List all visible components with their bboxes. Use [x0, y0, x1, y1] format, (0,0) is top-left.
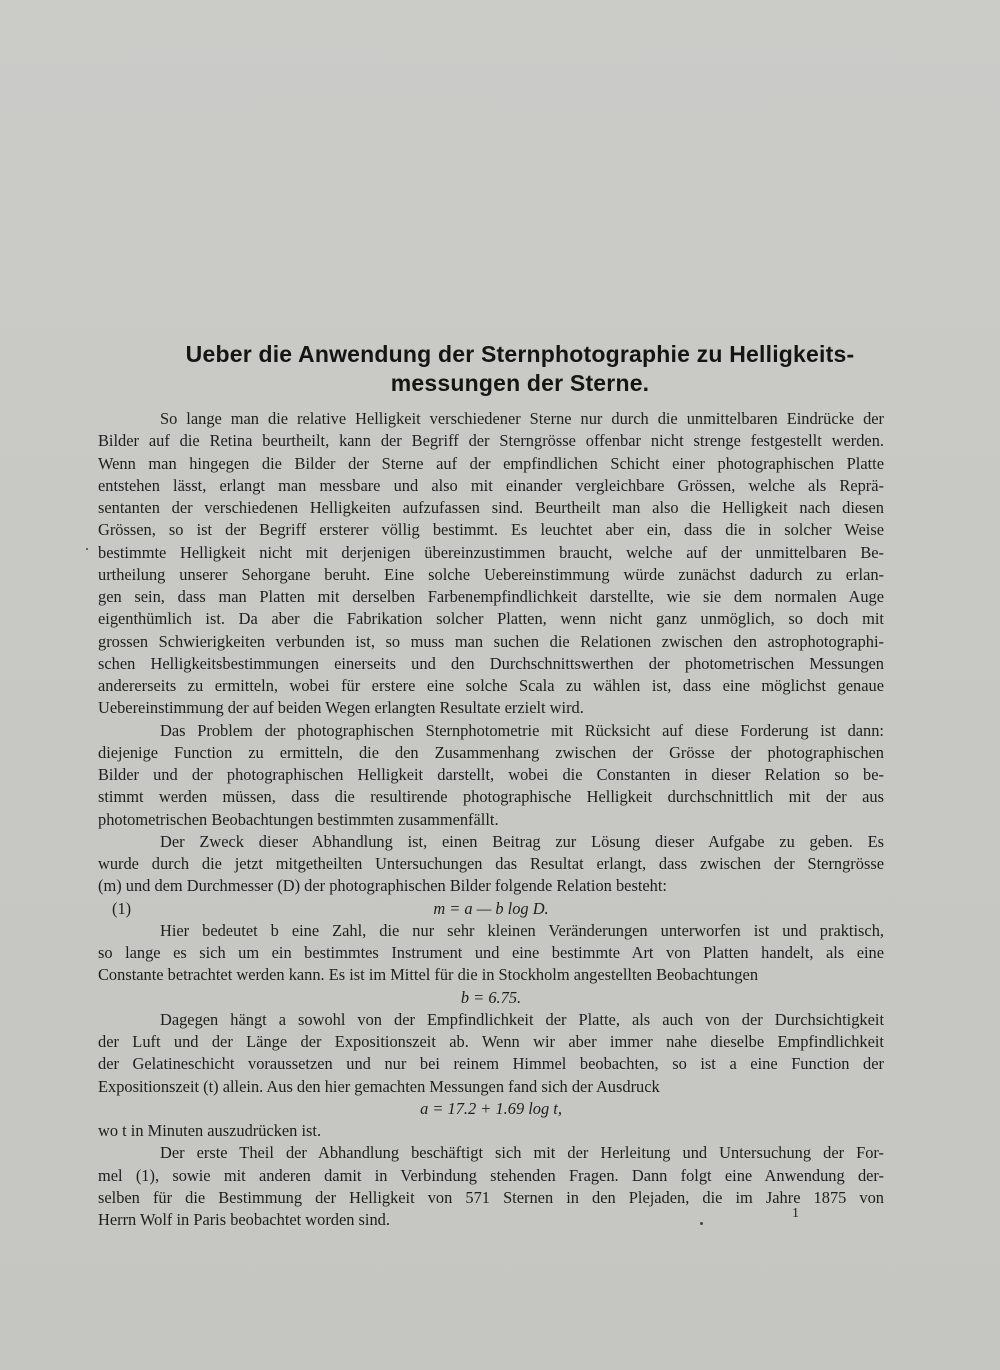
text-line: mel (1), sowie mit anderen damit in Verbindung stehenden Fragen. Dann folgt eine Anwendung der- [98, 1165, 884, 1185]
paragraph-a-dependence [98, 1009, 884, 1098]
text-line: eigenthümlich ist. Da aber die Fabrikation solcher Platten, wenn nicht ganz unmöglich, so doch mit [98, 609, 884, 629]
text-line: der Gelatineschicht voraussetzen und nur bei reinem Himmel beobachten, so ist a eine Function der [98, 1054, 884, 1074]
equation-2 [98, 987, 884, 1009]
equation-number: (1) [112, 898, 132, 918]
text-line: (m) und dem Durchmesser (D) der photographischen Bilder folgende Relation besteht: [98, 876, 667, 896]
equation-1 [98, 898, 884, 920]
text-line: photometrischen Beobachtungen bestimmten zusammenfällt. [98, 809, 499, 829]
paragraph-problem [98, 720, 884, 831]
text-line: sentanten der verschiedenen Helligkeiten aufzufassen sind. Beurtheilt man also die Helligkeit nach diesen [98, 498, 884, 517]
equation-text: b = 6.75. [460, 987, 522, 1007]
title-line-1: Ueber die Anwendung der Sternphotographie zu Helligkeits- [185, 341, 855, 367]
paragraph-a-dependence-end [98, 1120, 884, 1142]
text-line: so lange es sich um ein bestimmtes Instrument und eine bestimmte Art von Platten handelt, als eine [98, 943, 884, 962]
text-line: diejenige Function zu ermitteln, die den Zusammenhang zwischen der Grösse der photographischen [98, 742, 884, 762]
text-line: der Luft und der Länge der Expositionszeit ab. Wenn wir aber immer nahe dieselbe Empfindlichkeit [98, 1032, 884, 1051]
article-body [98, 408, 884, 1231]
text-line: andererseits zu ermitteln, wobei für erstere eine solche Scala zu wählen ist, dass eine möglichst genaue [98, 676, 884, 695]
text-line: urtheilung unserer Sehorgane beruht. Eine solche Uebereinstimmung würde zunächst dadurch zu erlan- [98, 564, 884, 584]
paragraph-intro [98, 408, 884, 720]
print-speck [700, 1222, 703, 1225]
text-line: gen sein, dass man Platten mit derselben Farbenempfindlichkeit darstellte, wie sie dem normalen Auge [98, 587, 884, 606]
text-line: So lange man die relative Helligkeit verschiedener Sterne nur durch die unmittelbaren Eindrücke der [160, 409, 884, 428]
text-line: Bilder auf die Retina beurtheilt, kann der Begriff der Sterngrösse offenbar nicht strenge festgestellt werden. [98, 431, 884, 451]
text-line: bestimmte Helligkeit nicht mit derjenigen übereinzustimmen braucht, welche auf der unmittelbaren Be- [98, 542, 884, 562]
equation-text: m = a — b log D. [433, 898, 549, 918]
text-line: wurde durch die jetzt mitgetheilten Untersuchungen das Resultat erlangt, dass zwischen der Sterngrösse [98, 854, 884, 873]
text-line: Expositionszeit (t) allein. Aus den hier gemachten Messungen fand sich der Ausdruck [98, 1076, 660, 1096]
text-line: Das Problem der photographischen Sternphotometrie mit Rücksicht auf diese Forderung ist dann: [160, 720, 884, 740]
paragraph-outline [98, 1142, 884, 1231]
paragraph-b-constant [98, 920, 884, 987]
text-line: Grössen, so ist der Begriff ersterer völlig bestimmt. Es leuchtet aber ein, dass die in solcher Weise [98, 520, 884, 540]
text-line: Wenn man hingegen die Bilder der Sterne auf der empfindlichen Schicht einer photographischen Platte [98, 453, 884, 473]
print-speck [86, 548, 88, 550]
text-line: grossen Schwierigkeiten verbunden ist, so muss man suchen die Relationen zwischen den astrophotographi- [98, 631, 884, 651]
text-line: Bilder und der photographischen Helligkeit darstellt, wobei die Constanten in dieser Relation so be- [98, 765, 884, 784]
text-line: Uebereinstimmung der auf beiden Wegen erlangten Resultate erzielt wird. [98, 698, 584, 718]
equation-text: a = 17.2 + 1.69 log t, [420, 1098, 562, 1118]
text-line: Dagegen hängt a sowohl von der Empfindlichkeit der Platte, als auch von der Durchsichtigkeit [160, 1009, 884, 1029]
page-number: 1 [792, 1206, 799, 1221]
article-title [100, 340, 940, 398]
paragraph-purpose [98, 831, 884, 898]
text-line: entstehen lässt, erlangt man messbare und also mit einander vergleichbare Grössen, welche als Reprä- [98, 475, 884, 495]
text-line: Der Zweck dieser Abhandlung ist, einen Beitrag zur Lösung dieser Aufgabe zu geben. Es [160, 831, 884, 851]
text-line: Hier bedeutet b eine Zahl, die nur sehr kleinen Veränderungen unterworfen ist und praktisch, [160, 920, 884, 940]
title-line-2: messungen der Sterne. [390, 370, 650, 396]
text-line: Der erste Theil der Abhandlung beschäftigt sich mit der Herleitung und Untersuchung der For- [160, 1143, 884, 1163]
text-line: stimmt werden müssen, dass die resultirende photographische Helligkeit durchschnittlich mit der aus [98, 787, 884, 807]
text-line: wo t in Minuten auszudrücken ist. [98, 1121, 322, 1140]
equation-3 [98, 1098, 884, 1120]
text-line: selben für die Bestimmung der Helligkeit von 571 Sternen in den Plejaden, die im Jahre 1875 von [98, 1187, 884, 1207]
text-line: Herrn Wolf in Paris beobachtet worden sind. [98, 1210, 390, 1229]
text-line: Constante betrachtet werden kann. Es ist im Mittel für die in Stockholm angestellten Beobachtungen [98, 965, 759, 985]
text-line: schen Helligkeitsbestimmungen einerseits und den Durchschnittswerthen der photometrischen Messungen [98, 653, 884, 673]
